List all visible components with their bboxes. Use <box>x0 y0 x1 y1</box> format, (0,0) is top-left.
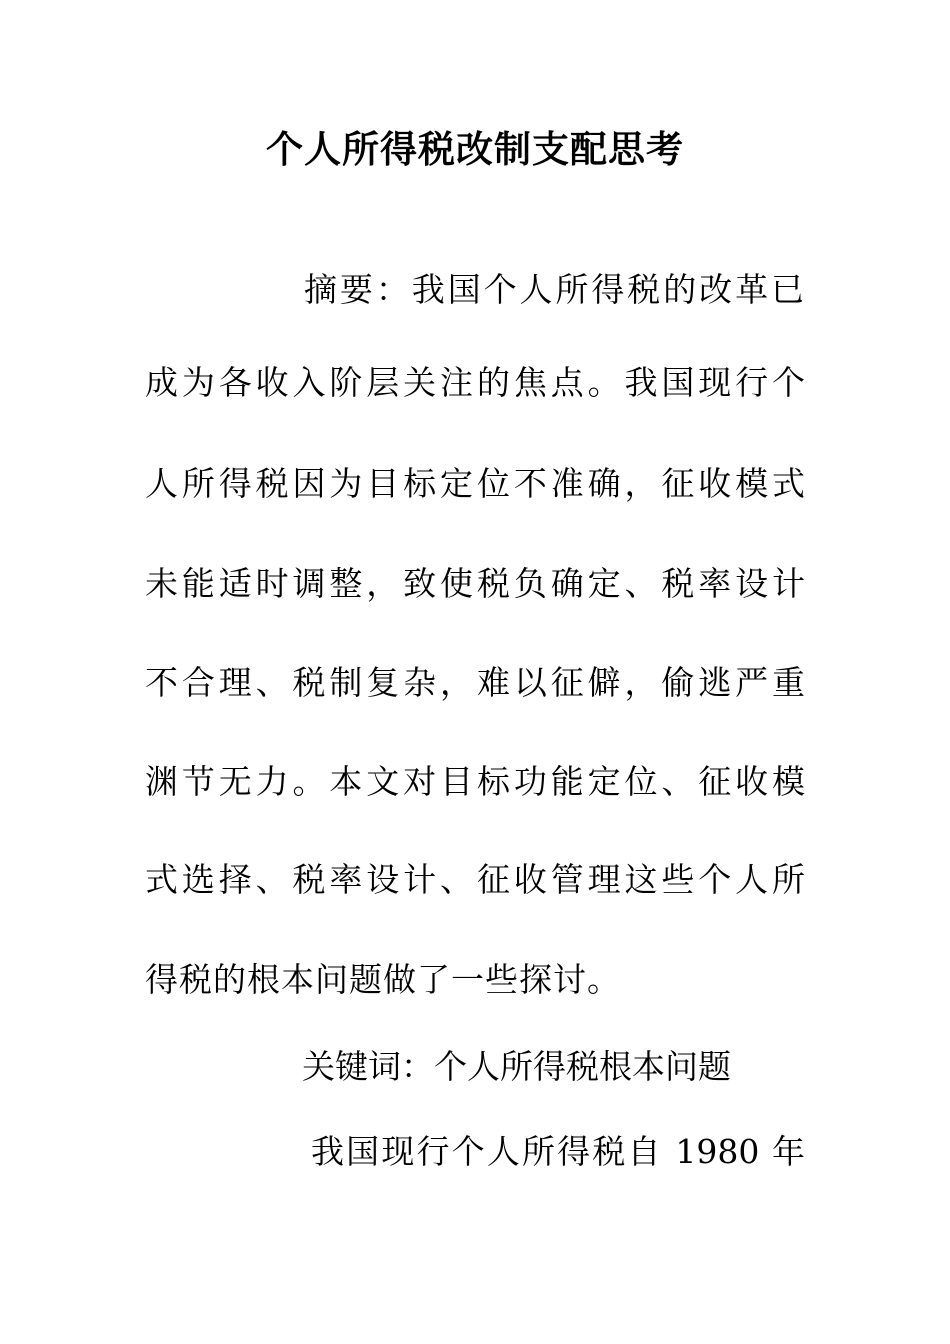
intro-line: 我国现行个人所得税自 1980 年 <box>311 1132 805 1171</box>
abstract-line-2: 成为各收入阶层关注的焦点。我国现行个 <box>145 363 805 402</box>
keywords-line: 关键词：个人所得税根本问题 <box>302 1047 731 1086</box>
abstract-line-3: 人所得税因为目标定位不准确，征收模式 <box>145 464 805 503</box>
abstract-line-5: 不合理、税制复杂，难以征僻，偷逃严重 <box>145 663 805 702</box>
abstract-line-7: 式选择、税率设计、征收管理这些个人所 <box>145 860 805 899</box>
abstract-line-1: 摘要：我国个人所得税的改革已 <box>304 270 804 309</box>
abstract-line-8: 得税的根本问题做了一些探讨。 <box>145 960 621 999</box>
document-title: 个人所得税改制支配思考 <box>266 127 684 171</box>
abstract-line-4: 未能适时调整，致使税负确定、税率设计 <box>145 564 805 603</box>
abstract-line-6: 渊节无力。本文对目标功能定位、征收模 <box>145 762 805 801</box>
